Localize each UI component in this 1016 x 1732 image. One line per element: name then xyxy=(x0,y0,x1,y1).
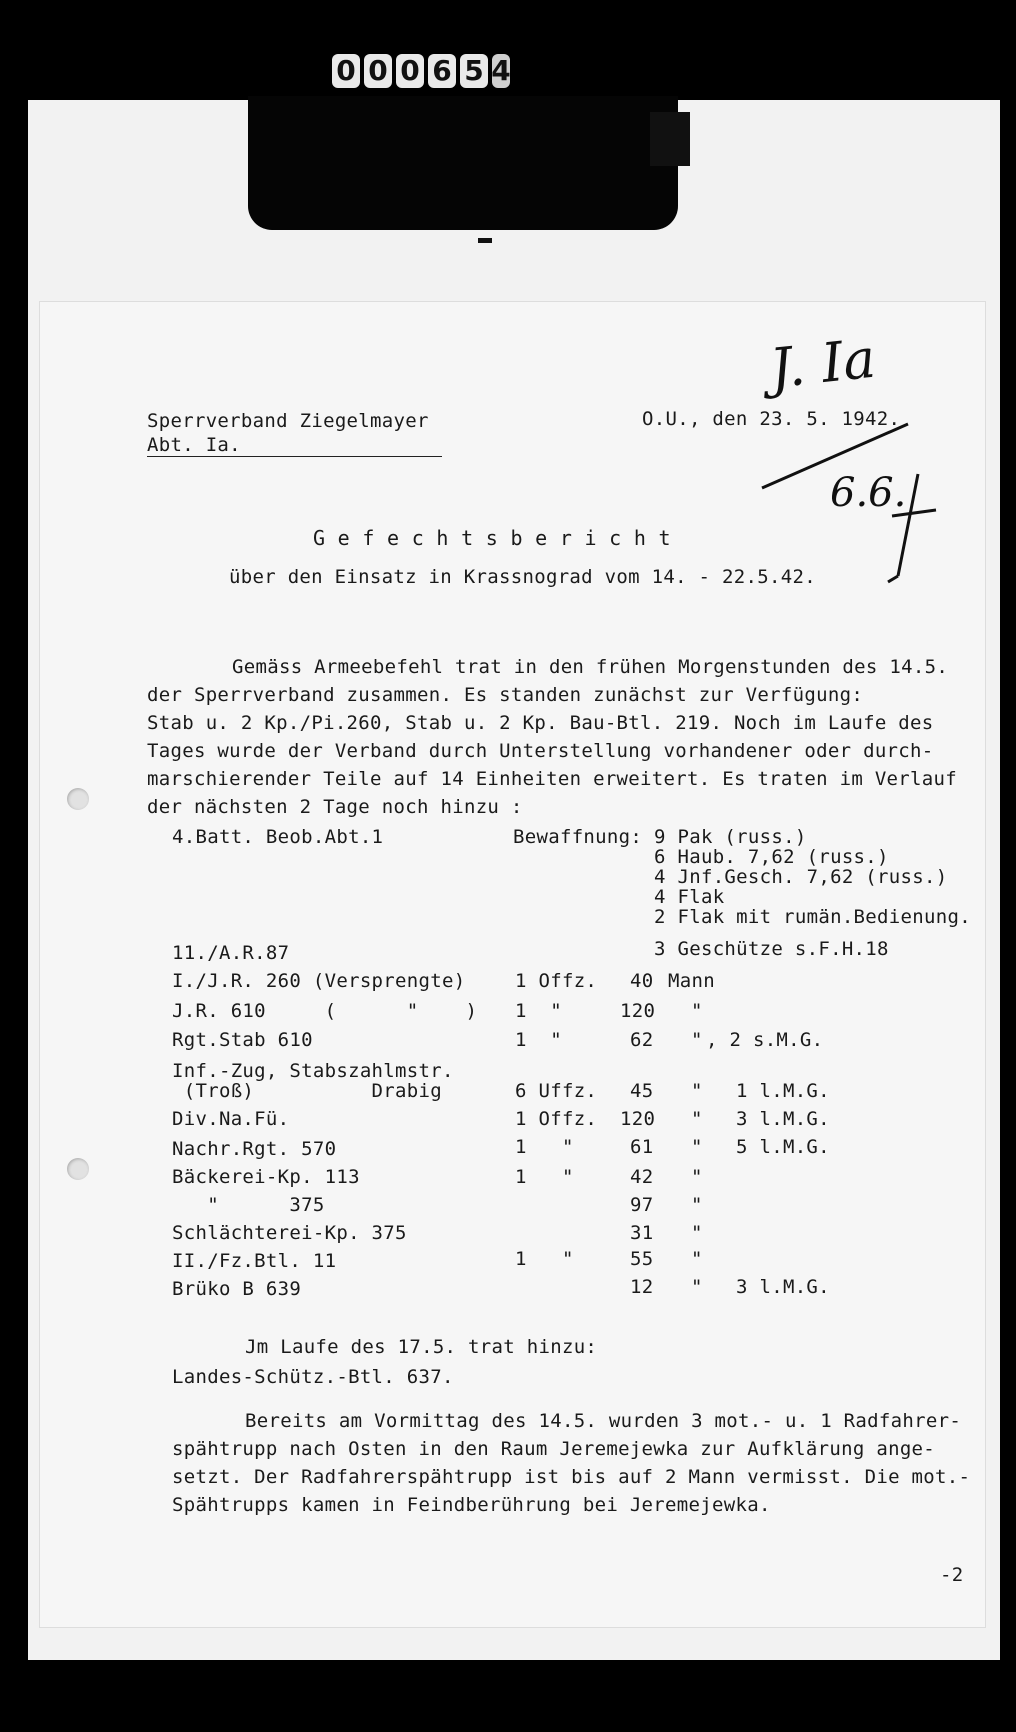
report-title: G e f e c h t s b e r i c h t xyxy=(313,526,671,550)
officer-count: 1 " xyxy=(515,1166,574,1188)
officer-count: 1 " xyxy=(515,1029,562,1051)
ditto-mark: " xyxy=(691,1080,703,1102)
unit-name: I./J.R. 260 (Versprengte) xyxy=(172,970,466,992)
paragraph-line: der Sperrverband zusammen. Es standen zunächst zur Verfügung: xyxy=(147,684,864,706)
men-count: 62 xyxy=(630,1029,654,1051)
paragraph-line: Tages wurde der Verband durch Unterstellung vorhandener oder durch- xyxy=(147,740,934,762)
officer-count: 1 Offz. xyxy=(515,1108,598,1130)
unit-name: Rgt.Stab 610 xyxy=(172,1029,313,1051)
department: Abt. Ia. xyxy=(147,434,442,457)
handwritten-paraph xyxy=(888,474,918,582)
paragraph-line: setzt. Der Radfahrerspähtrupp ist bis auf 2 Mann vermisst. Die mot.- xyxy=(172,1466,971,1488)
report-subtitle: über den Einsatz in Krassnograd vom 14. - 22.5.42. xyxy=(229,566,816,588)
unit-name: Bäckerei-Kp. 113 xyxy=(172,1166,360,1188)
weapon-item: 4 Flak xyxy=(654,886,725,908)
weapon-item: 3 Geschütze s.F.H.18 xyxy=(654,938,889,960)
men-label: Mann xyxy=(668,970,715,992)
binder-clip-arm xyxy=(650,112,690,166)
ditto-mark: " xyxy=(691,1194,703,1216)
men-count: 45 xyxy=(630,1080,654,1102)
ditto-mark: " xyxy=(691,1248,703,1270)
unit-name: Nachr.Rgt. 570 xyxy=(172,1138,337,1160)
ditto-mark: " xyxy=(691,1222,703,1244)
weapon-item: 4 Jnf.Gesch. 7,62 (russ.) xyxy=(654,866,948,888)
ditto-mark: " xyxy=(691,1108,703,1130)
handwritten-crossbar xyxy=(892,510,936,516)
punch-hole xyxy=(67,788,89,810)
counter-digit: 0 xyxy=(364,54,392,88)
binder-clip xyxy=(248,96,678,230)
weapon-item: 9 Pak (russ.) xyxy=(654,826,807,848)
unit-name: Inf.-Zug, Stabszahlmstr. xyxy=(172,1060,454,1082)
paragraph-line: der nächsten 2 Tage noch hinzu : xyxy=(147,796,523,818)
clip-mark xyxy=(478,238,492,243)
men-count: 40 xyxy=(630,970,654,992)
ditto-mark: " xyxy=(691,1000,703,1022)
ditto-mark: " xyxy=(691,1029,703,1051)
handwritten-strike-line xyxy=(762,424,908,488)
men-count: 120 xyxy=(620,1108,656,1130)
ditto-mark: " xyxy=(691,1276,703,1298)
handwritten-date: 6.6. xyxy=(830,470,907,516)
weapon-item: 6 Haub. 7,62 (russ.) xyxy=(654,846,889,868)
later-addition-unit: Landes-Schütz.-Btl. 637. xyxy=(172,1366,454,1388)
frame-counter xyxy=(332,54,510,88)
issuing-unit: Sperrverband Ziegelmayer xyxy=(147,410,429,432)
handwritten-routing-mark: J. Ia xyxy=(766,326,879,401)
unit-name: J.R. 610 ( " ) xyxy=(172,1000,478,1022)
unit-name: " 375 xyxy=(172,1194,325,1216)
armament-note: 5 l.M.G. xyxy=(736,1136,830,1158)
men-count: 61 xyxy=(630,1136,654,1158)
officer-count: 1 Offz. xyxy=(515,970,598,992)
counter-digit: 0 xyxy=(396,54,424,88)
unit-name-continued: (Troß) Drabig xyxy=(172,1080,442,1102)
ditto-mark: " xyxy=(691,1166,703,1188)
unit-name: Div.Na.Fü. xyxy=(172,1108,290,1130)
men-count: 97 xyxy=(630,1194,654,1216)
men-count: 31 xyxy=(630,1222,654,1244)
paragraph-line: Spähtrupps kamen in Feindberührung bei Jeremejewka. xyxy=(172,1494,771,1516)
armament-note: 3 l.M.G. xyxy=(736,1276,830,1298)
ditto-mark: " xyxy=(691,1136,703,1158)
paragraph-line: marschierender Teile auf 14 Einheiten erweitert. Es traten im Verlauf xyxy=(147,768,957,790)
counter-digit: 5 xyxy=(460,54,488,88)
officer-count: 6 Uffz. xyxy=(515,1080,598,1102)
counter-digit: 0 xyxy=(332,54,360,88)
officer-count: 1 " xyxy=(515,1000,562,1022)
armament-note: 3 l.M.G. xyxy=(736,1108,830,1130)
counter-digit: 4 xyxy=(491,54,511,87)
officer-count: 1 " xyxy=(515,1248,574,1270)
unit-name: Schlächterei-Kp. 375 xyxy=(172,1222,407,1244)
officer-count: 1 " xyxy=(515,1136,574,1158)
paragraph-line: Stab u. 2 Kp./Pi.260, Stab u. 2 Kp. Bau-Btl. 219. Noch im Laufe des xyxy=(147,712,934,734)
unit-name: 4.Batt. Beob.Abt.1 xyxy=(172,826,384,848)
weapon-item: 2 Flak mit rumän.Bedienung. xyxy=(654,906,971,928)
paragraph-line: Gemäss Armeebefehl trat in den frühen Morgenstunden des 14.5. xyxy=(232,656,949,678)
unit-name: II./Fz.Btl. 11 xyxy=(172,1250,337,1272)
weapons-label: Bewaffnung: xyxy=(513,826,643,848)
men-count: 55 xyxy=(630,1248,654,1270)
unit-name: Brüko B 639 xyxy=(172,1278,302,1300)
unit-name: 11./A.R.87 xyxy=(172,942,290,964)
page-continuation-marker: -2 xyxy=(940,1564,964,1586)
later-addition-intro: Jm Laufe des 17.5. trat hinzu: xyxy=(245,1336,598,1358)
document-sheet xyxy=(40,302,985,1627)
place-date: O.U., den 23. 5. 1942. xyxy=(642,408,901,430)
men-count: 42 xyxy=(630,1166,654,1188)
paragraph-line: Bereits am Vormittag des 14.5. wurden 3 mot.- u. 1 Radfahrer- xyxy=(245,1410,962,1432)
armament-note: 1 l.M.G. xyxy=(736,1080,830,1102)
counter-digit: 6 xyxy=(428,54,456,88)
paragraph-line: spähtrupp nach Osten in den Raum Jeremejewka zur Aufklärung ange- xyxy=(172,1438,936,1460)
men-count: 12 xyxy=(630,1276,654,1298)
men-count: 120 xyxy=(620,1000,656,1022)
punch-hole xyxy=(67,1158,89,1180)
armament-note: , 2 s.M.G. xyxy=(706,1029,824,1051)
